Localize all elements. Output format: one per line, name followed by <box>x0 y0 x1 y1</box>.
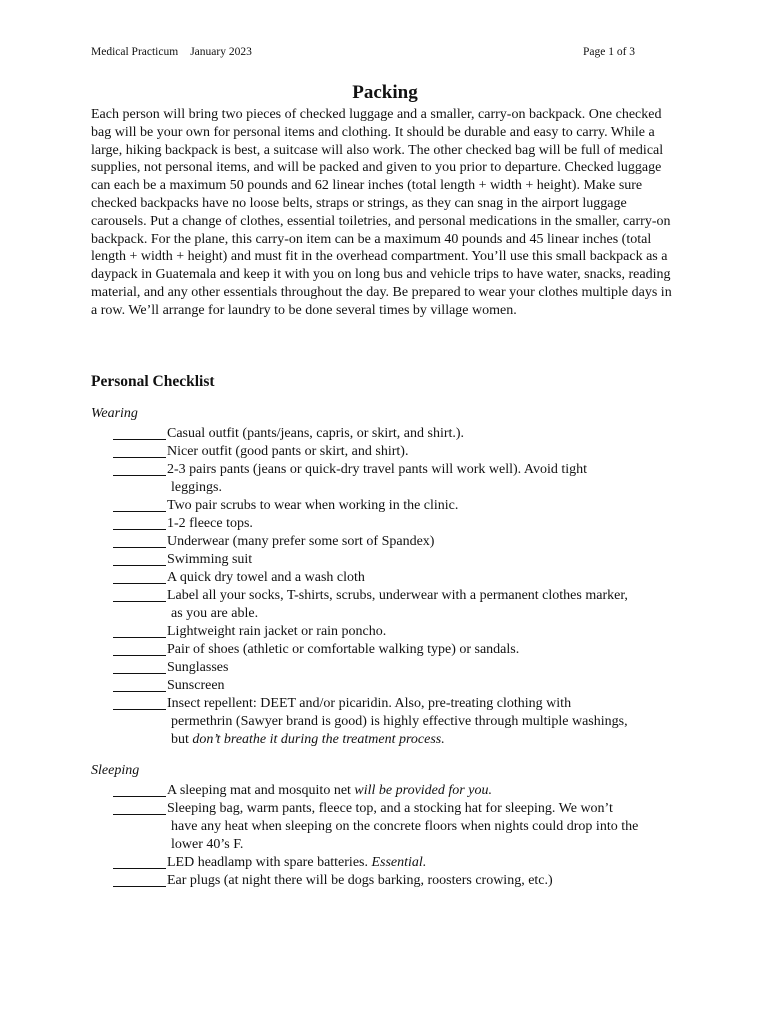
checklist-item <box>113 443 693 461</box>
item-line-continued: have any heat when sleeping on the concrete floors when nights could drop into the <box>171 819 639 834</box>
checklist-item <box>113 800 693 854</box>
item-label: A quick dry towel and a wash cloth <box>167 570 365 585</box>
item-line: Insect repellent: DEET and/or picaridin. Also, pre-treating clothing with <box>167 696 572 711</box>
item-label: Sunscreen <box>167 678 225 693</box>
page-number: Page 1 of 3 <box>583 46 636 58</box>
checkbox-blank-line[interactable] <box>113 551 166 566</box>
checklist-item <box>113 497 693 515</box>
item-line-plain: A sleeping mat and mosquito net <box>167 783 355 798</box>
item-label <box>167 695 693 749</box>
item-label: Nicer outfit (good pants or skirt, and shirt). <box>167 444 409 459</box>
wearing-list <box>113 425 693 749</box>
item-label: Lightweight rain jacket or rain poncho. <box>167 624 387 639</box>
item-line-emphasis: will be provided for you. <box>354 783 492 798</box>
checkbox-blank-line[interactable] <box>113 587 166 602</box>
item-line: Label all your socks, T-shirts, scrubs, underwear with a permanent clothes marker, <box>167 588 628 603</box>
item-label <box>167 461 693 497</box>
checkbox-blank-line[interactable] <box>113 533 166 548</box>
checklist-item <box>113 695 693 749</box>
checklist-item <box>113 425 693 443</box>
checkbox-blank-line[interactable] <box>113 800 166 815</box>
item-label <box>167 800 693 854</box>
item-label <box>167 782 693 800</box>
intro-paragraph <box>91 106 681 320</box>
checkbox-blank-line[interactable] <box>113 641 166 656</box>
item-line-continued: lower 40’s F. <box>171 837 244 852</box>
item-label: Sunglasses <box>167 660 229 675</box>
item-label: Two pair scrubs to wear when working in the clinic. <box>167 498 459 513</box>
item-label: Casual outfit (pants/jeans, capris, or skirt, and shirt.). <box>167 426 465 441</box>
checkbox-blank-line[interactable] <box>113 569 166 584</box>
checklist-item <box>113 782 693 800</box>
checklist-item <box>113 623 693 641</box>
checkbox-blank-line[interactable] <box>113 497 166 512</box>
checkbox-blank-line[interactable] <box>113 872 166 887</box>
item-line-emphasis: Essential. <box>371 855 427 870</box>
item-label: Underwear (many prefer some sort of Spandex) <box>167 534 435 549</box>
checkbox-blank-line[interactable] <box>113 443 166 458</box>
item-label: 1-2 fleece tops. <box>167 516 253 531</box>
checklist-item <box>113 587 693 623</box>
header-date: January 2023 <box>190 46 252 58</box>
checkbox-blank-line[interactable] <box>113 515 166 530</box>
course-name: Medical Practicum <box>91 46 179 58</box>
item-line: Sleeping bag, warm pants, fleece top, and a stocking hat for sleeping. We won’t <box>167 801 613 816</box>
checklist-item <box>113 677 693 695</box>
checkbox-blank-line[interactable] <box>113 695 166 710</box>
page-title: Packing <box>352 82 418 103</box>
item-line-continued: permethrin (Sawyer brand is good) is highly effective through multiple washings, <box>171 714 628 729</box>
item-label: Swimming suit <box>167 552 253 567</box>
checkbox-blank-line[interactable] <box>113 782 166 797</box>
checkbox-blank-line[interactable] <box>113 677 166 692</box>
item-label: Ear plugs (at night there will be dogs barking, roosters crowing, etc.) <box>167 873 553 888</box>
item-line-continued <box>167 731 693 749</box>
checklist-item <box>113 872 693 890</box>
item-label <box>167 587 693 623</box>
checkbox-blank-line[interactable] <box>113 854 166 869</box>
item-line-plain: LED headlamp with spare batteries. <box>167 855 372 870</box>
checkbox-blank-line[interactable] <box>113 659 166 674</box>
checklist-heading: Personal Checklist <box>91 373 215 390</box>
checkbox-blank-line[interactable] <box>113 461 166 476</box>
checklist-item <box>113 515 693 533</box>
checkbox-blank-line[interactable] <box>113 623 166 638</box>
checklist-item <box>113 659 693 677</box>
item-line-continued: as you are able. <box>171 606 259 621</box>
sleeping-list <box>113 782 693 890</box>
checklist-item <box>113 533 693 551</box>
page-header-left <box>91 46 252 58</box>
wearing-heading: Wearing <box>91 406 138 421</box>
checklist-item <box>113 854 693 872</box>
intro-text: Each person will bring two pieces of checked luggage and a smaller, carry-on backpack. One checked bag will be your own for personal items and clothing. It should be durable and easy to carry. While a large, hiking backpack is best, a suitcase will also work. The other checked bag will be full of medical supplies, not personal items, and will be packed and given to you prior to departure. Checked luggage can each be a maximum 50 pounds and 62 linear inches (total length + width + height). Make sure checked backpacks have no loose belts, straps or strings, as they can snag in the airport luggage carousels. Put a change of clothes, essential toiletries, and personal medications in the smaller, carry-on backpack. For the plane, this carry-on item can be a maximum 40 pounds and 45 linear inches (total length + width + height) and must fit in the overhead compartment. You’ll use this small backpack as a daypack in Guatemala and keep it with you on long bus and vehicle trips to have water, snacks, reading material, and any other essentials throughout the day. Be prepared to wear your clothes multiple days in a row. We’ll arrange for laundry to be done several times by village women. <box>91 107 672 318</box>
item-line-emphasis: don’t breathe it during the treatment process. <box>192 732 445 747</box>
item-label: Pair of shoes (athletic or comfortable walking type) or sandals. <box>167 642 520 657</box>
checklist-item <box>113 551 693 569</box>
checklist-item <box>113 569 693 587</box>
item-line: 2-3 pairs pants (jeans or quick-dry travel pants will work well). Avoid tight <box>167 462 588 477</box>
checkbox-blank-line[interactable] <box>113 425 166 440</box>
item-label <box>167 854 693 872</box>
item-line-continued: leggings. <box>171 480 222 495</box>
item-line-plain: but <box>171 732 193 747</box>
checklist-item <box>113 461 693 497</box>
checklist-item <box>113 641 693 659</box>
sleeping-heading: Sleeping <box>91 763 140 778</box>
